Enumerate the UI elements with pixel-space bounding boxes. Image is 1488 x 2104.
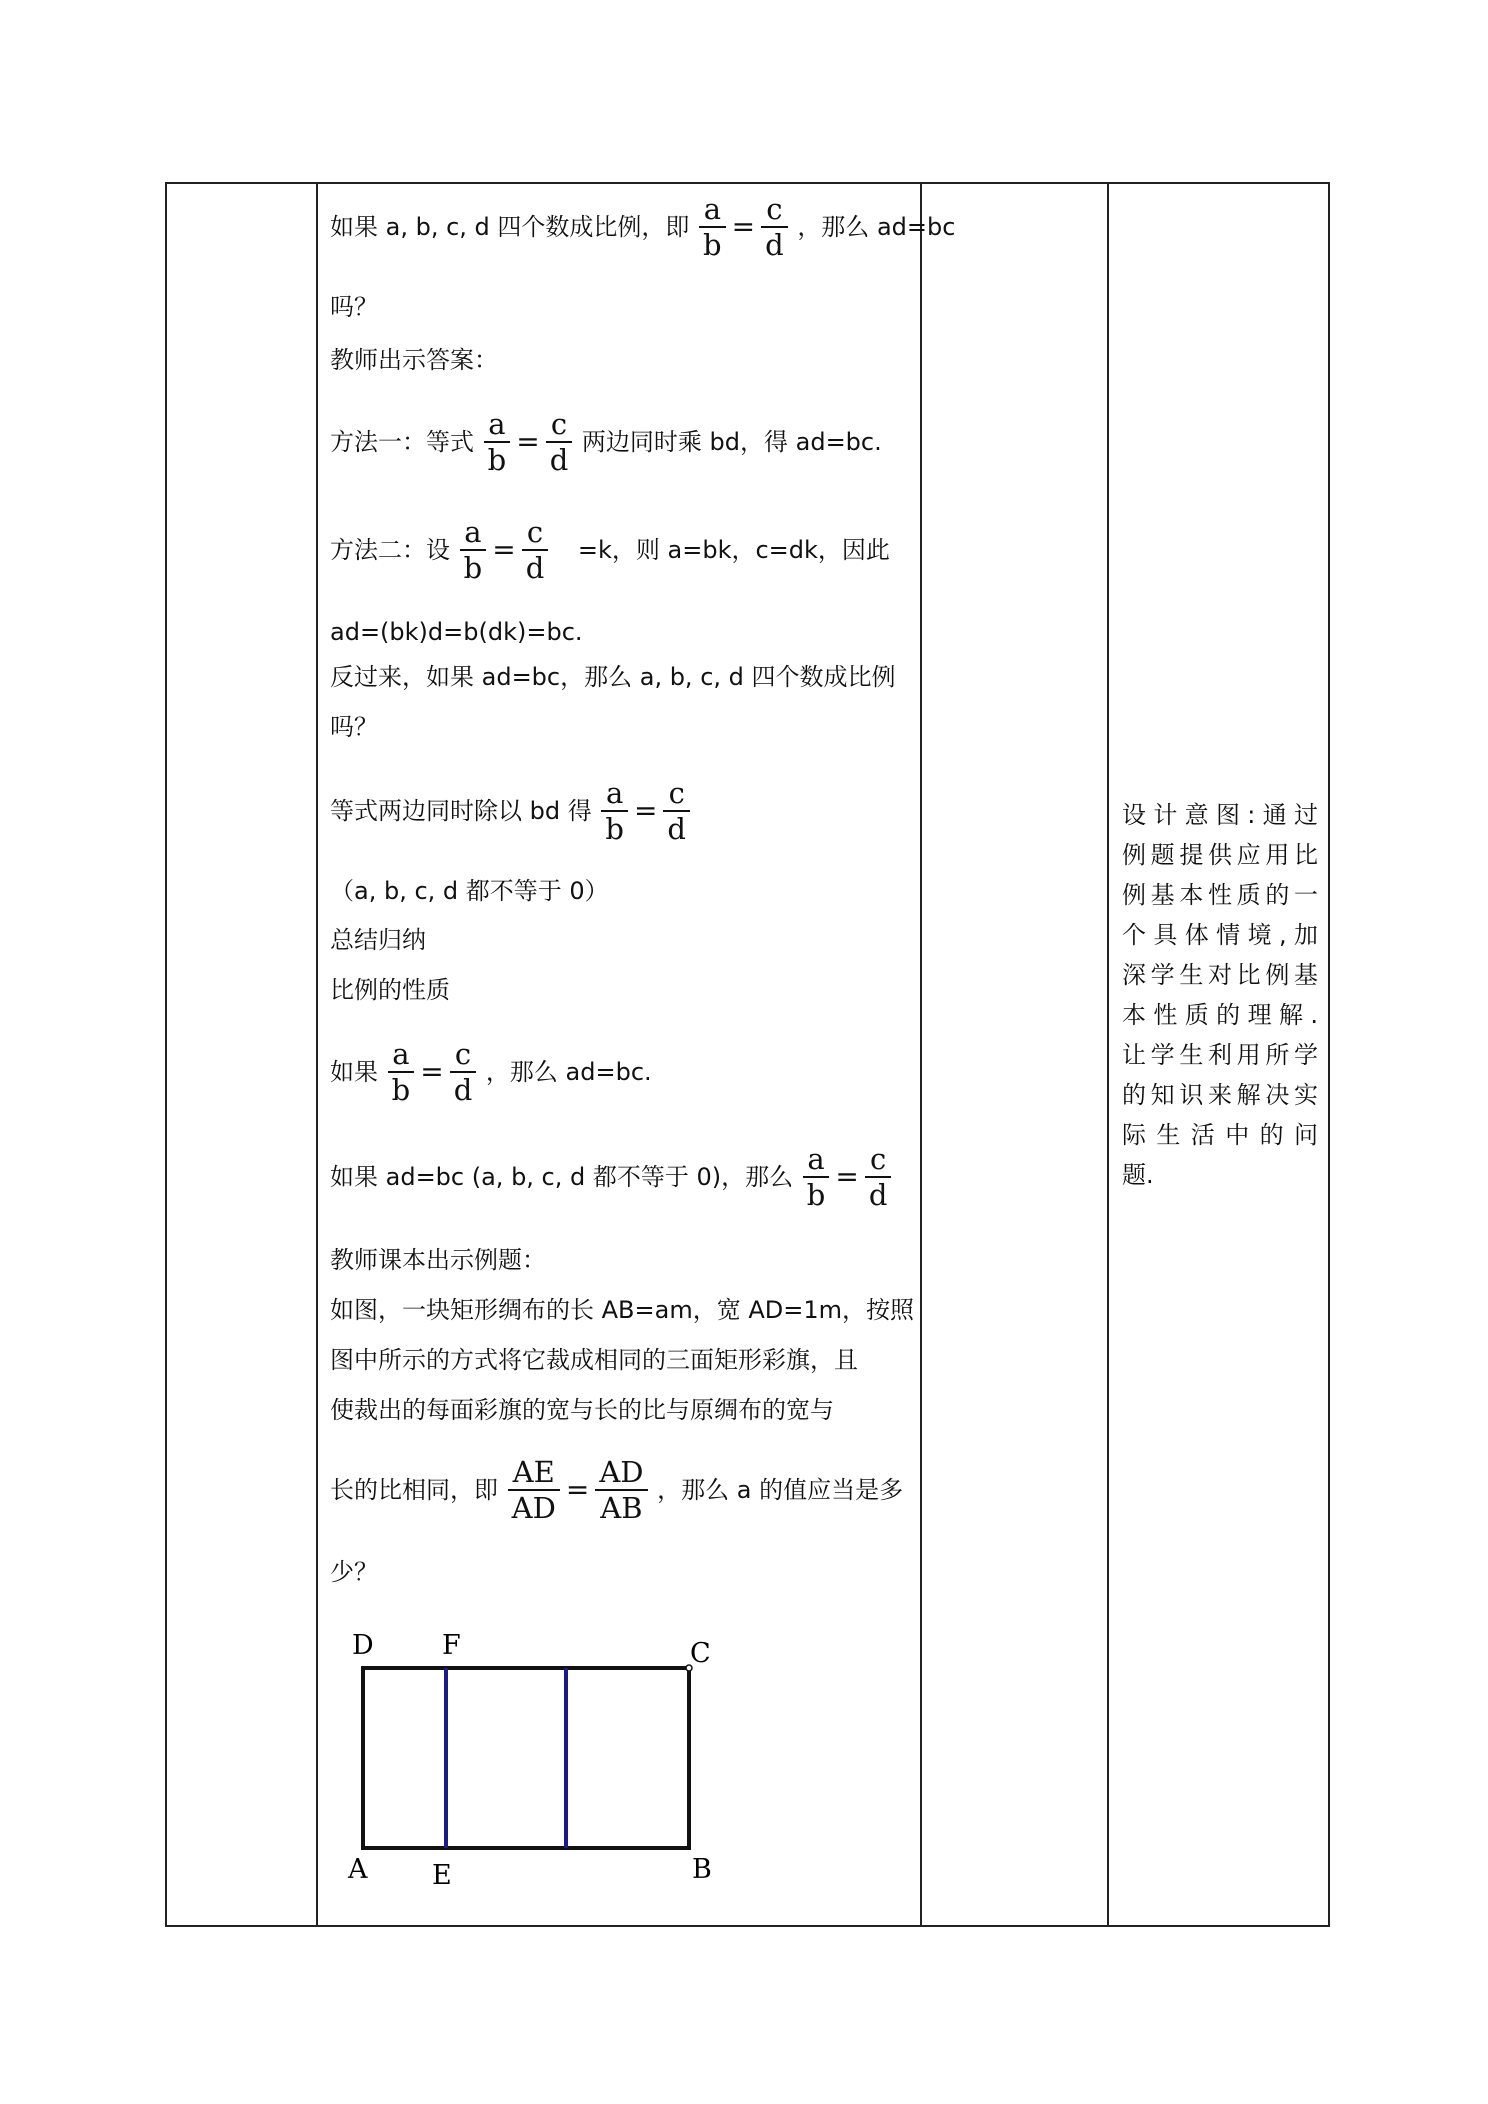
fraction-c-over-d: $\frac{c}{d}$ bbox=[761, 192, 788, 262]
column-divider bbox=[1107, 184, 1109, 1925]
property-two-line bbox=[330, 1142, 893, 1212]
fraction-ae-over-ad: $\frac{AE}{AD}$ bbox=[508, 1455, 560, 1525]
divide-line bbox=[330, 776, 692, 846]
summary-heading: 总结归纳 bbox=[330, 926, 426, 954]
equals-sign: = bbox=[492, 533, 516, 566]
text: 方法二：设 bbox=[330, 536, 450, 564]
fraction-a-over-b: $\frac{a}{b}$ bbox=[460, 515, 487, 585]
property-one-line bbox=[330, 1037, 652, 1107]
equals-sign: = bbox=[835, 1160, 859, 1193]
design-intent-note bbox=[1122, 795, 1318, 1195]
note-line: 题. bbox=[1122, 1161, 1154, 1189]
note-line: 个具体情境,加 bbox=[1122, 921, 1318, 949]
text: 如果 bbox=[330, 1058, 378, 1086]
label-e: E bbox=[432, 1860, 452, 1891]
fraction-c-over-d: $\frac{c}{d}$ bbox=[546, 407, 573, 477]
property-heading: 比例的性质 bbox=[330, 976, 450, 1004]
method-two-line bbox=[330, 515, 890, 585]
question-ratio-line bbox=[330, 192, 955, 262]
label-a: A bbox=[348, 1854, 368, 1885]
note-line: 本性质的理解. bbox=[1122, 1001, 1318, 1029]
text: 两边同时乘 bd，得 ad=bc. bbox=[581, 428, 882, 456]
equals-sign: = bbox=[633, 794, 658, 827]
example-heading: 教师课本出示例题： bbox=[330, 1246, 546, 1274]
note-line: 深学生对比例基 bbox=[1122, 961, 1318, 989]
fabric-rectangle bbox=[363, 1668, 689, 1848]
text-line: 反过来，如果 ad=bc，那么 a, b, c, d 四个数成比例 bbox=[330, 663, 896, 691]
equals-sign: = bbox=[516, 425, 540, 458]
note-line: 让学生利用所学 bbox=[1122, 1041, 1318, 1069]
text-line: 少？ bbox=[330, 1558, 378, 1586]
note-line: 例基本性质的一 bbox=[1122, 881, 1318, 909]
label-d: D bbox=[352, 1630, 374, 1661]
text-line: 图中所示的方式将它裁成相同的三面矩形彩旗，且 bbox=[330, 1346, 858, 1374]
text: 如果 ad=bc (a, b, c, d 都不等于 0)，那么 bbox=[330, 1163, 794, 1191]
text-line: （a, b, c, d 都不等于 0） bbox=[330, 877, 609, 905]
note-line: 设计意图:通过 bbox=[1122, 801, 1318, 829]
fraction-a-over-b: $\frac{a}{b}$ bbox=[388, 1037, 415, 1107]
text: ，那么 ad=bc. bbox=[485, 1058, 652, 1086]
text-line: 吗？ bbox=[330, 293, 378, 321]
text: 长的比相同，即 bbox=[330, 1476, 498, 1504]
fraction-c-over-d: $\frac{c}{d}$ bbox=[522, 515, 549, 585]
text: ，那么 ad=bc bbox=[797, 213, 956, 241]
example-ratio-line bbox=[330, 1455, 903, 1525]
note-line: 例题提供应用比 bbox=[1122, 841, 1318, 869]
text-line: 如图，一块矩形绸布的长 AB=am，宽 AD=1m，按照 bbox=[330, 1296, 914, 1324]
equals-sign: = bbox=[565, 1473, 590, 1506]
label-c: C bbox=[690, 1638, 711, 1669]
fraction-c-over-d: $\frac{c}{d}$ bbox=[663, 776, 690, 846]
text-line: 吗？ bbox=[330, 713, 378, 741]
text-line: 使裁出的每面彩旗的宽与长的比与原绸布的宽与 bbox=[330, 1396, 834, 1424]
note-line: 际生活中的问 bbox=[1122, 1121, 1318, 1149]
rectangle-figure bbox=[330, 1620, 730, 1900]
equals-sign: = bbox=[731, 210, 756, 243]
fraction-a-over-b: $\frac{a}{b}$ bbox=[699, 192, 726, 262]
column-divider bbox=[316, 184, 318, 1925]
fraction-c-over-d: $\frac{c}{d}$ bbox=[865, 1142, 892, 1212]
text: 如果 a, b, c, d 四个数成比例，即 bbox=[330, 213, 690, 241]
method-one-line bbox=[330, 407, 882, 477]
equals-sign: = bbox=[420, 1055, 444, 1088]
text: 方法一：等式 bbox=[330, 428, 474, 456]
text: 等式两边同时除以 bd 得 bbox=[330, 797, 592, 825]
label-f: F bbox=[442, 1630, 461, 1661]
column-divider bbox=[920, 184, 922, 1925]
text-line: ad=(bk)d=b(dk)=bc. bbox=[330, 618, 583, 646]
text: ，那么 a 的值应当是多 bbox=[657, 1476, 904, 1504]
fraction-a-over-b: $\frac{a}{b}$ bbox=[803, 1142, 830, 1212]
note-line: 的知识来解决实 bbox=[1122, 1081, 1318, 1109]
fraction-a-over-b: $\frac{a}{b}$ bbox=[484, 407, 511, 477]
fraction-a-over-b: $\frac{a}{b}$ bbox=[601, 776, 628, 846]
fraction-c-over-d: $\frac{c}{d}$ bbox=[450, 1037, 477, 1107]
label-b: B bbox=[692, 1854, 712, 1885]
answer-heading: 教师出示答案： bbox=[330, 346, 498, 374]
fraction-ad-over-ab: $\frac{AD}{AB}$ bbox=[595, 1455, 647, 1525]
text: =k，则 a=bk，c=dk，因此 bbox=[577, 536, 890, 564]
